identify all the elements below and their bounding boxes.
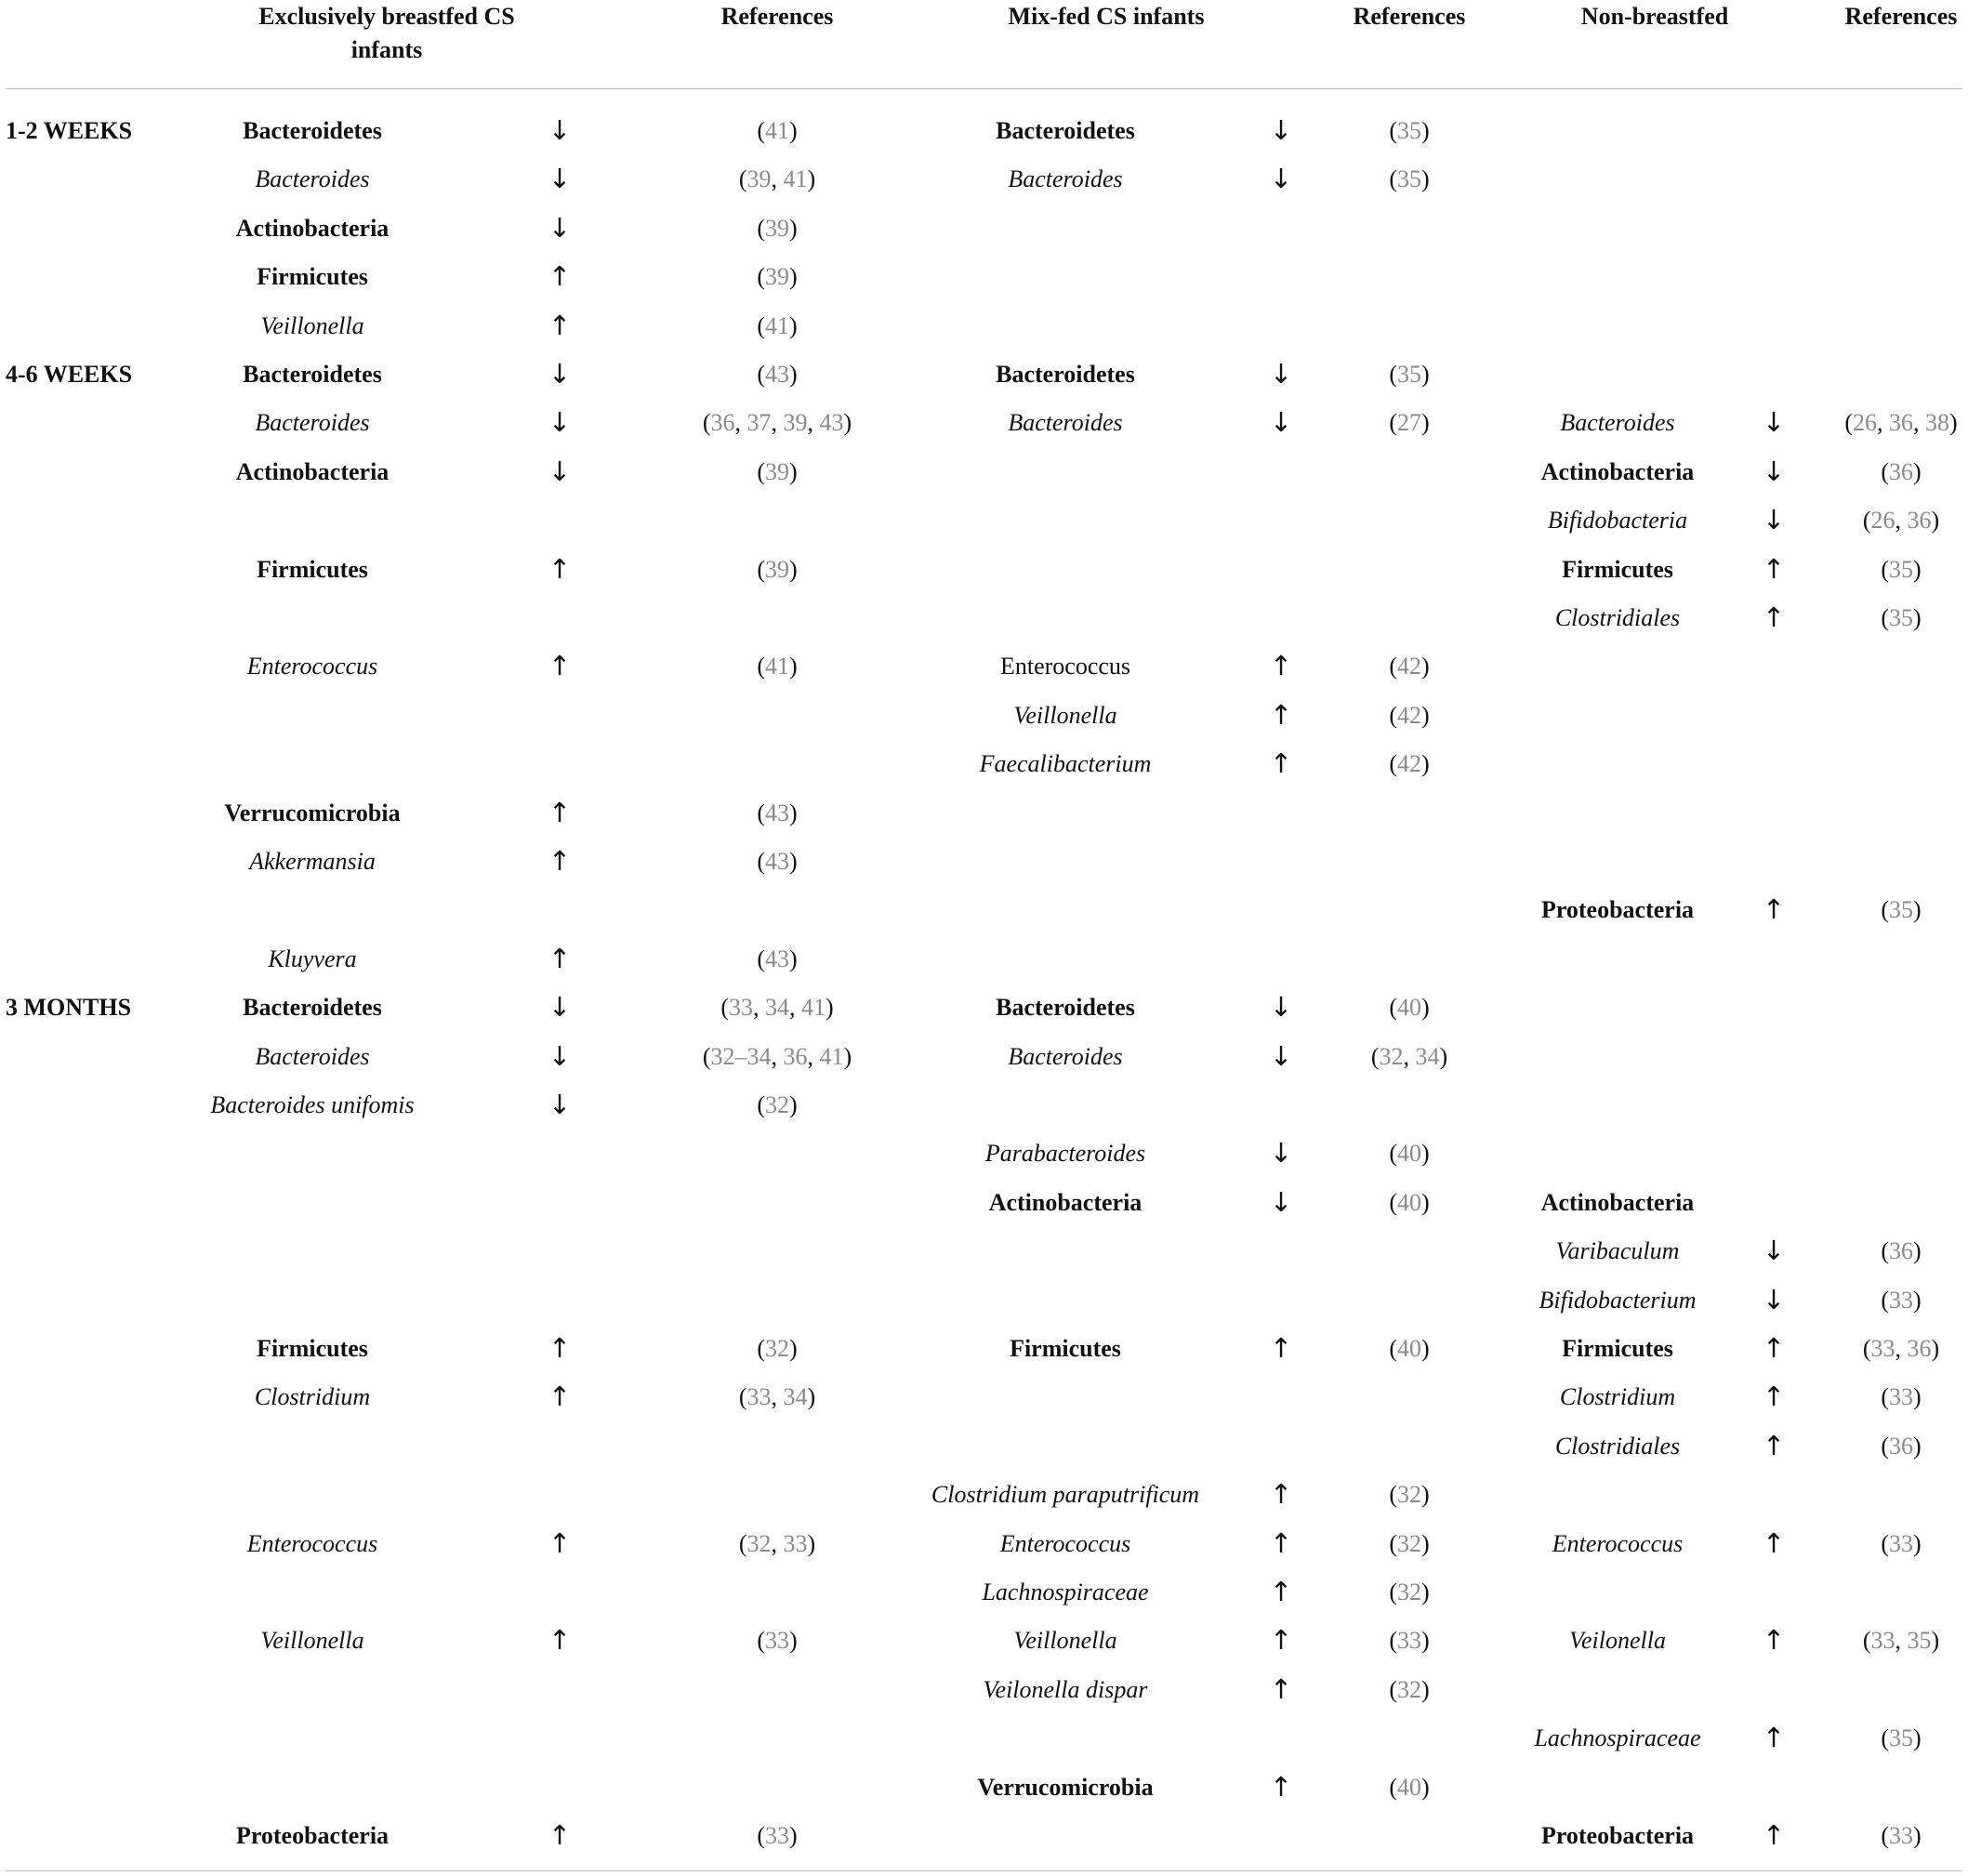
reference-number[interactable]: 33: [1889, 1286, 1913, 1314]
arrow-up-icon: ↑: [1269, 747, 1293, 780]
reference-number[interactable]: 33: [1889, 1383, 1913, 1411]
arrow-down-icon: ↓: [1762, 1235, 1786, 1267]
reference-number[interactable]: 36: [1889, 1432, 1913, 1460]
reference-number[interactable]: 41: [783, 165, 808, 193]
reference-number[interactable]: 36: [1907, 507, 1932, 535]
arrow-down-icon: ↓: [1269, 1039, 1293, 1072]
taxon-name: Verrucomicrobia: [977, 1773, 1154, 1801]
reference-list: (32): [757, 1091, 798, 1118]
arrow-down-icon: ↓: [548, 114, 572, 146]
taxon-name: Enterococcus: [246, 1529, 378, 1557]
arrow-down-icon: ↓: [1269, 406, 1293, 439]
arrow-down-icon: ↓: [548, 406, 572, 439]
reference-number[interactable]: 41: [765, 117, 789, 144]
reference-number[interactable]: 43: [765, 361, 789, 388]
arrow-down-icon: ↓: [548, 211, 572, 244]
reference-list: (42): [1389, 653, 1430, 680]
taxon-name: Actinobacteria: [235, 457, 390, 485]
taxon-name: Bifidobacteria: [1547, 507, 1688, 535]
arrow-up-icon: ↑: [1269, 1770, 1293, 1803]
reference-number[interactable]: 36: [1889, 457, 1913, 485]
arrow-up-icon: ↑: [548, 942, 572, 974]
reference-number[interactable]: 40: [1397, 1140, 1421, 1168]
header-rule: [6, 88, 1962, 89]
arrow-down-icon: ↓: [1269, 163, 1293, 195]
taxon-name: Veilonella dispar: [983, 1675, 1148, 1703]
reference-list: (33, 34): [738, 1383, 816, 1411]
taxon-name: Actinobacteria: [1540, 1188, 1695, 1216]
reference-number[interactable]: 35: [1889, 1724, 1913, 1752]
reference-list: (35): [1881, 555, 1922, 583]
reference-list: (35): [1389, 361, 1430, 388]
reference-number[interactable]: 41: [819, 1042, 844, 1070]
reference-list: (40): [1389, 1188, 1430, 1216]
reference-list: (41): [757, 653, 798, 680]
reference-list: (40): [1389, 994, 1430, 1022]
reference-number[interactable]: 32: [765, 1335, 789, 1362]
reference-number[interactable]: 40: [1397, 1188, 1421, 1216]
taxon-name: Faecalibacterium: [979, 750, 1152, 778]
reference-list: (42): [1389, 750, 1430, 778]
reference-list: (39): [757, 214, 798, 242]
reference-list: (33): [1881, 1286, 1922, 1314]
reference-list: (43): [757, 945, 798, 972]
arrow-down-icon: ↓: [1269, 1137, 1293, 1169]
arrow-up-icon: ↑: [548, 1624, 572, 1657]
reference-number[interactable]: 33: [729, 994, 753, 1022]
taxon-name: Enterococcus: [246, 653, 378, 680]
reference-number[interactable]: 39: [746, 165, 772, 193]
taxon-name: Firmicutes: [1562, 1335, 1673, 1362]
reference-list: (35): [1881, 604, 1922, 631]
reference-number[interactable]: 36: [1907, 1335, 1932, 1362]
reference-number[interactable]: 33: [1889, 1822, 1913, 1849]
reference-list: (36): [1881, 457, 1922, 485]
arrow-down-icon: ↓: [1762, 1283, 1786, 1315]
reference-list: (35): [1389, 117, 1430, 144]
header-references-mf: References: [1353, 3, 1466, 30]
taxon-name: Clostridium: [254, 1383, 371, 1411]
reference-number[interactable]: 34: [765, 994, 789, 1022]
reference-list: (33): [757, 1627, 798, 1655]
arrow-up-icon: ↑: [1269, 1478, 1293, 1511]
arrow-up-icon: ↑: [1762, 1381, 1786, 1413]
arrow-up-icon: ↑: [1762, 1526, 1786, 1559]
reference-number[interactable]: 35: [1889, 896, 1913, 924]
reference-number[interactable]: 33: [765, 1822, 789, 1849]
taxon-name: Actinobacteria: [235, 214, 390, 242]
reference-list: (32–34, 36, 41): [702, 1042, 852, 1070]
reference-list: (33): [757, 1822, 798, 1849]
reference-number[interactable]: 35: [1889, 555, 1913, 583]
taxon-name: Bacteroides: [1008, 165, 1123, 193]
reference-number[interactable]: 32: [746, 1529, 772, 1557]
reference-list: (35): [1881, 896, 1922, 924]
arrow-up-icon: ↑: [1762, 1722, 1786, 1754]
reference-number[interactable]: 36: [783, 1042, 808, 1070]
arrow-up-icon: ↑: [548, 650, 572, 682]
reference-number[interactable]: 32: [1397, 1675, 1421, 1703]
reference-number[interactable]: 41: [765, 653, 789, 680]
reference-number[interactable]: 43: [819, 409, 844, 437]
reference-list: (33): [1881, 1529, 1922, 1557]
arrow-up-icon: ↑: [1269, 698, 1293, 731]
arrow-up-icon: ↑: [1762, 1819, 1786, 1851]
taxon-name: Bacteroides: [255, 165, 370, 193]
reference-number[interactable]: 42: [1397, 750, 1421, 778]
reference-list: (33): [1389, 1627, 1430, 1655]
taxon-name: Bacteroidetes: [996, 361, 1135, 388]
reference-number[interactable]: 33: [1889, 1529, 1913, 1557]
reference-number[interactable]: 40: [1397, 1773, 1421, 1801]
taxon-name: Veillonella: [260, 1627, 364, 1655]
taxon-name: Bacteroidetes: [243, 117, 382, 144]
taxon-name: Parabacteroides: [984, 1140, 1146, 1168]
reference-list: (36): [1881, 1432, 1922, 1460]
period-label: 3 MONTHS: [6, 994, 132, 1022]
arrow-up-icon: ↑: [1762, 893, 1786, 926]
header-mix-fed: Mix-fed CS infants: [1008, 3, 1205, 30]
reference-number[interactable]: 36: [1889, 409, 1913, 437]
reference-number[interactable]: 33: [746, 1383, 772, 1411]
arrow-up-icon: ↑: [548, 309, 572, 341]
reference-number[interactable]: 36: [1889, 1237, 1913, 1265]
taxon-name: Firmicutes: [1562, 555, 1673, 583]
reference-number[interactable]: 33: [765, 1627, 789, 1655]
taxon-name: Bacteroides: [1560, 409, 1675, 437]
arrow-up-icon: ↑: [1762, 1332, 1786, 1364]
taxon-name: Bacteroidetes: [996, 994, 1135, 1022]
reference-list: (40): [1389, 1773, 1430, 1801]
reference-number[interactable]: 40: [1397, 994, 1421, 1022]
header-references-eb: References: [720, 3, 834, 30]
taxon-name: Bacteroidetes: [243, 361, 382, 388]
arrow-up-icon: ↑: [548, 1332, 572, 1364]
arrow-up-icon: ↑: [1269, 1526, 1293, 1559]
reference-number[interactable]: 42: [1397, 653, 1421, 680]
taxon-name: Bacteroidetes: [243, 994, 382, 1022]
reference-number[interactable]: 43: [765, 848, 789, 875]
reference-number[interactable]: 41: [765, 311, 789, 339]
reference-list: (36, 37, 39, 43): [702, 409, 852, 437]
arrow-down-icon: ↓: [548, 455, 572, 487]
reference-number[interactable]: 43: [765, 799, 789, 826]
arrow-up-icon: ↑: [1269, 1332, 1293, 1364]
reference-list: (32): [1389, 1675, 1430, 1703]
reference-list: (39, 41): [738, 165, 816, 193]
arrow-down-icon: ↓: [1269, 1185, 1293, 1218]
taxon-name: Clostridiales: [1554, 604, 1681, 631]
taxon-name: Proteobacteria: [1540, 896, 1695, 924]
reference-number[interactable]: 37: [746, 409, 772, 437]
reference-list: (41): [757, 117, 798, 144]
header-exclusively-breastfed: Exclusively breastfed CS infants: [258, 3, 515, 63]
taxon-name: Bacteroides: [255, 1042, 370, 1070]
reference-number[interactable]: 32: [1397, 1579, 1421, 1605]
taxon-name: Firmicutes: [257, 555, 368, 583]
taxon-name: Bacteroides unifomis: [210, 1091, 415, 1118]
reference-list: (40): [1389, 1335, 1430, 1362]
reference-number[interactable]: 39: [765, 555, 789, 583]
reference-list: (32): [757, 1335, 798, 1362]
reference-number[interactable]: 41: [801, 994, 826, 1022]
arrow-down-icon: ↓: [548, 1089, 572, 1120]
arrow-up-icon: ↑: [548, 1526, 572, 1559]
arrow-up-icon: ↑: [548, 552, 572, 585]
reference-list: (33): [1881, 1822, 1922, 1849]
taxon-name: Veillonella: [260, 311, 364, 339]
taxon-name: Veillonella: [1013, 701, 1117, 729]
arrow-up-icon: ↑: [548, 845, 572, 877]
reference-number[interactable]: 36: [710, 409, 735, 437]
arrow-down-icon: ↓: [548, 358, 572, 390]
reference-number[interactable]: 39: [765, 457, 789, 485]
reference-list: (26, 36): [1862, 507, 1940, 535]
arrow-down-icon: ↓: [548, 991, 572, 1024]
taxon-name: Firmicutes: [257, 1335, 368, 1362]
taxon-name: Varibaculum: [1555, 1237, 1680, 1265]
arrow-up-icon: ↑: [548, 260, 572, 293]
reference-number[interactable]: 40: [1397, 1335, 1421, 1362]
arrow-up-icon: ↑: [1762, 1624, 1786, 1657]
arrow-down-icon: ↓: [1269, 991, 1293, 1024]
arrow-up-icon: ↑: [1269, 650, 1293, 682]
taxon-name: Bacteroides: [1008, 1042, 1123, 1070]
reference-number[interactable]: 35: [1889, 604, 1913, 631]
taxon-name: Proteobacteria: [1540, 1822, 1695, 1849]
reference-number[interactable]: 39: [765, 214, 789, 242]
reference-list: (35): [1389, 165, 1430, 193]
arrow-up-icon: ↑: [548, 1381, 572, 1413]
reference-list: (43): [757, 848, 798, 875]
reference-list: (41): [757, 311, 798, 339]
taxon-name: Lachnospiraceae: [1534, 1724, 1701, 1752]
reference-list: (33, 35): [1862, 1627, 1940, 1655]
arrow-down-icon: ↓: [1269, 358, 1293, 390]
arrow-down-icon: ↓: [548, 1039, 572, 1072]
taxon-name: Enterococcus: [999, 653, 1131, 680]
arrow-up-icon: ↑: [1762, 601, 1786, 633]
arrow-down-icon: ↓: [1762, 406, 1786, 439]
arrow-up-icon: ↑: [1762, 1429, 1786, 1461]
arrow-down-icon: ↓: [548, 163, 572, 195]
reference-number[interactable]: 33: [1870, 1335, 1895, 1362]
arrow-down-icon: ↓: [1269, 114, 1293, 146]
bottom-rule: [6, 1870, 1962, 1871]
reference-number[interactable]: 26: [1870, 507, 1895, 535]
taxon-name: Akkermansia: [249, 848, 376, 875]
taxon-name: Enterococcus: [1552, 1529, 1684, 1557]
reference-list: (32): [1389, 1481, 1430, 1509]
taxon-name: Lachnospiraceae: [982, 1579, 1149, 1605]
reference-list: (39): [757, 457, 798, 485]
taxon-name: Kluyvera: [268, 945, 357, 972]
reference-list: (43): [757, 361, 798, 388]
taxon-name: Bacteroides: [255, 409, 370, 437]
reference-number[interactable]: 35: [1397, 165, 1421, 193]
taxon-name: Proteobacteria: [235, 1822, 390, 1849]
reference-number[interactable]: 32: [765, 1091, 789, 1118]
reference-number[interactable]: 33: [1870, 1627, 1895, 1655]
reference-list: (39): [757, 263, 798, 291]
reference-number[interactable]: 32: [1379, 1042, 1404, 1070]
taxon-name: Actinobacteria: [988, 1188, 1142, 1216]
taxon-name: Actinobacteria: [1540, 457, 1695, 485]
reference-list: (32): [1389, 1529, 1430, 1557]
taxon-name: Clostridiales: [1554, 1432, 1681, 1460]
arrow-up-icon: ↑: [548, 1819, 572, 1851]
arrow-up-icon: ↑: [1762, 552, 1786, 585]
arrow-up-icon: ↑: [548, 796, 572, 828]
reference-list: (35): [1881, 1724, 1922, 1752]
arrow-up-icon: ↑: [1269, 1576, 1293, 1607]
reference-list: (33): [1881, 1383, 1922, 1411]
reference-list: (32, 34): [1370, 1042, 1448, 1070]
header-non-breastfed: Non-breastfed: [1580, 3, 1729, 30]
taxon-name: Enterococcus: [999, 1529, 1131, 1557]
reference-list: (42): [1389, 701, 1430, 729]
taxon-name: Verrucomicrobia: [224, 799, 401, 826]
reference-number[interactable]: 32–34: [710, 1042, 772, 1070]
arrow-down-icon: ↓: [1762, 504, 1786, 536]
reference-number[interactable]: 34: [783, 1383, 808, 1411]
reference-number[interactable]: 26: [1853, 409, 1877, 437]
taxon-name: Clostridium: [1559, 1383, 1676, 1411]
reference-number[interactable]: 35: [1907, 1627, 1932, 1655]
reference-number[interactable]: 38: [1925, 409, 1949, 437]
taxon-name: Clostridium paraputrificum: [931, 1481, 1200, 1509]
reference-number[interactable]: 35: [1397, 117, 1421, 144]
header-references-nb: References: [1844, 3, 1958, 30]
taxon-name: Veilonella: [1569, 1627, 1666, 1655]
reference-number[interactable]: 42: [1397, 701, 1421, 729]
reference-number[interactable]: 34: [1415, 1042, 1440, 1070]
reference-number[interactable]: 27: [1397, 409, 1421, 437]
period-label: 1-2 WEEKS: [6, 117, 133, 144]
arrow-up-icon: ↑: [1269, 1624, 1293, 1657]
taxon-name: Veillonella: [1013, 1627, 1117, 1655]
reference-number[interactable]: 39: [783, 409, 808, 437]
reference-list: (36): [1881, 1237, 1922, 1265]
reference-list: (32, 33): [738, 1529, 816, 1557]
taxon-name: Firmicutes: [257, 263, 368, 291]
taxon-name: Bacteroidetes: [996, 117, 1135, 144]
reference-list: (43): [757, 799, 798, 826]
reference-list: (32): [1389, 1579, 1430, 1605]
reference-number[interactable]: 43: [765, 945, 789, 972]
reference-list: (33, 34, 41): [720, 994, 834, 1022]
reference-list: (39): [757, 555, 798, 583]
taxon-name: Bifidobacterium: [1539, 1286, 1697, 1314]
period-label: 4-6 WEEKS: [6, 361, 133, 388]
reference-list: (33, 36): [1862, 1335, 1940, 1362]
reference-list: (40): [1389, 1140, 1430, 1168]
reference-list: (26, 36, 38): [1844, 409, 1958, 437]
reference-number[interactable]: 32: [1397, 1529, 1421, 1557]
reference-number[interactable]: 39: [765, 263, 789, 291]
arrow-up-icon: ↑: [1269, 1672, 1293, 1705]
taxon-name: Bacteroides: [1008, 409, 1123, 437]
reference-number[interactable]: 35: [1397, 361, 1421, 388]
reference-number[interactable]: 32: [1397, 1481, 1421, 1509]
arrow-down-icon: ↓: [1762, 455, 1786, 487]
reference-number[interactable]: 33: [1397, 1627, 1421, 1655]
reference-list: (27): [1389, 409, 1430, 437]
reference-number[interactable]: 33: [783, 1529, 808, 1557]
taxon-name: Firmicutes: [1010, 1335, 1121, 1362]
